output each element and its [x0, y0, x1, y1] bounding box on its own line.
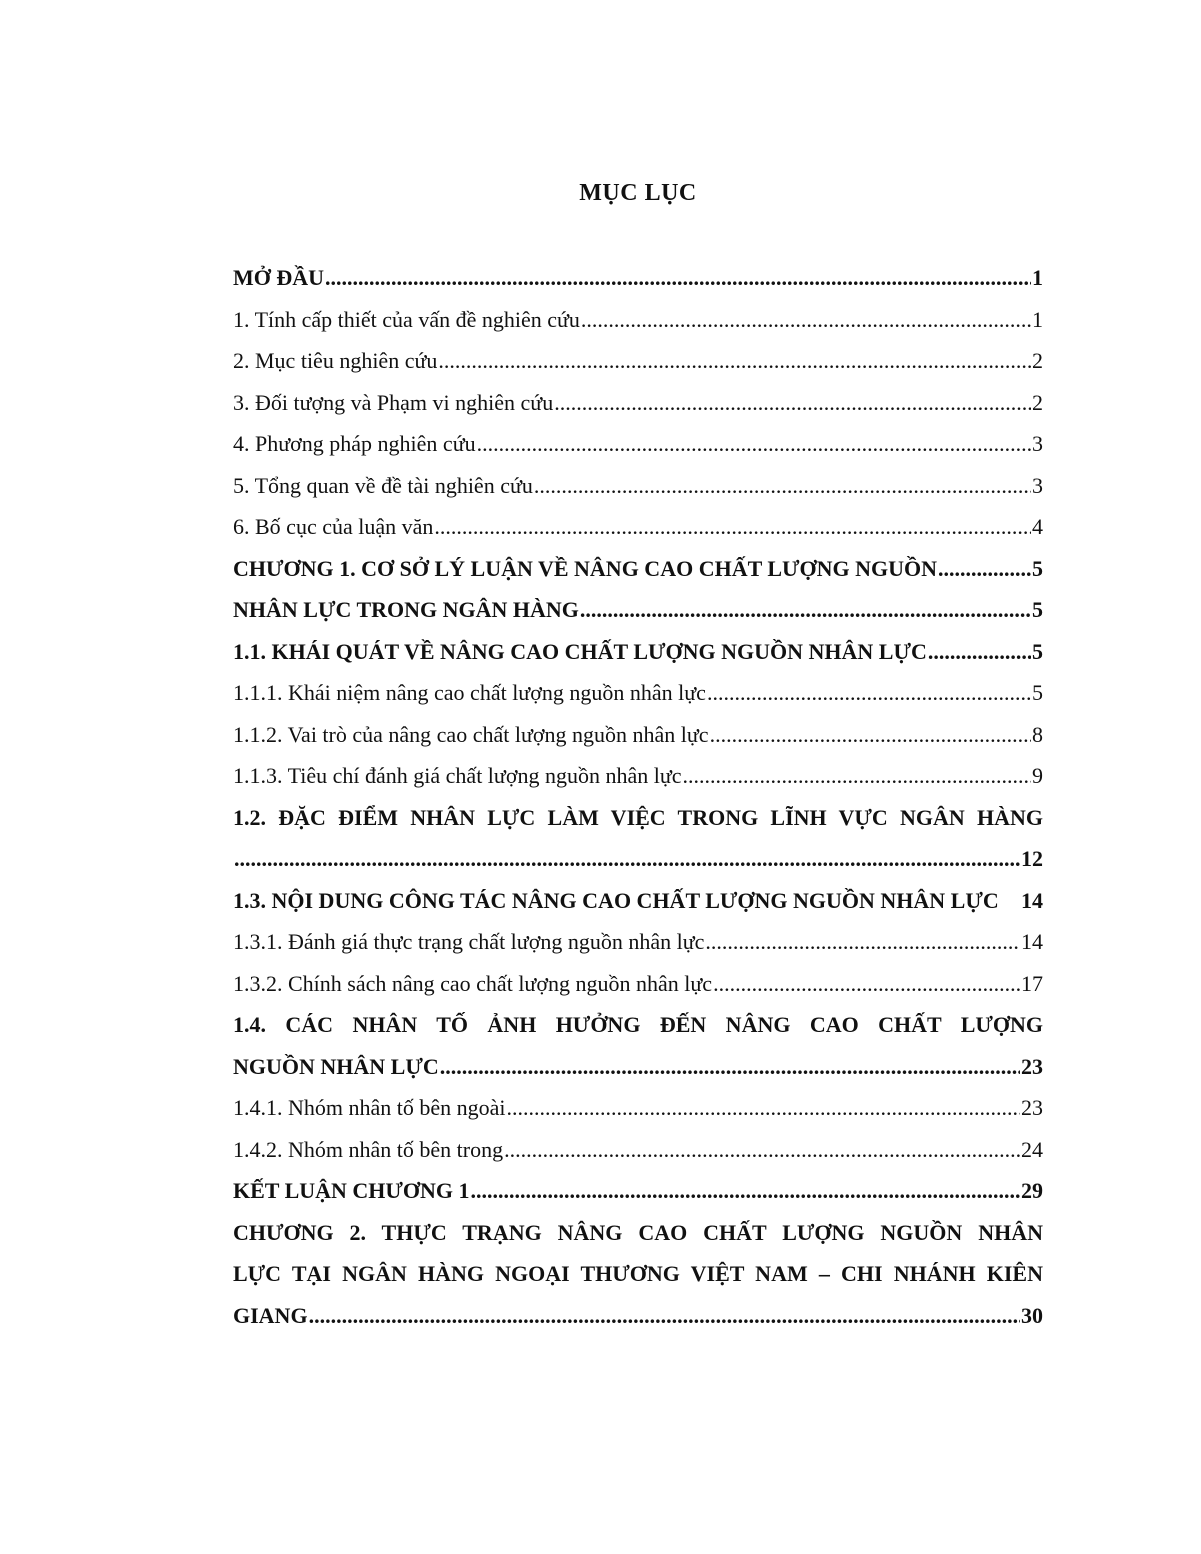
dot-leader	[710, 714, 1031, 756]
toc-page-number: 23	[1021, 1053, 1043, 1079]
toc-entry[interactable]	[233, 714, 1043, 756]
toc-page-number: 17	[1021, 970, 1043, 996]
toc-entry-title: 5. Tổng quan về đề tài nghiên cứu	[233, 472, 533, 498]
toc-page-number: 12	[1021, 846, 1043, 871]
toc-entry-title: 1.3.1. Đánh giá thực trạng chất lượng nguồn nhân lực	[233, 929, 705, 954]
dot-leader	[440, 1046, 1020, 1088]
toc-page-number: 5	[1032, 638, 1043, 664]
toc-entry-title: NGUỒN NHÂN LỰC	[233, 1053, 439, 1079]
toc-entry[interactable]	[233, 1004, 1043, 1046]
toc-entry-title: 1.4.1. Nhóm nhân tố bên ngoài	[233, 1095, 506, 1120]
toc-entry-title: 1.3.2. Chính sách nâng cao chất lượng nguồn nhân lực	[233, 970, 713, 996]
toc-page-number: 23	[1021, 1095, 1043, 1120]
toc-entry-title: GIANG	[233, 1302, 308, 1328]
toc-page-number: 8	[1032, 721, 1043, 747]
dot-leader	[581, 299, 1031, 341]
toc-entry[interactable]	[233, 465, 1043, 507]
toc-entry[interactable]	[233, 382, 1043, 424]
toc-entry[interactable]	[233, 1212, 1043, 1254]
toc-page-number: 24	[1021, 1136, 1043, 1162]
toc-page-number: 9	[1032, 763, 1043, 788]
dot-leader	[471, 1170, 1020, 1212]
dot-leader	[434, 506, 1031, 548]
toc-entry[interactable]	[233, 548, 1043, 590]
dot-leader	[705, 921, 1020, 963]
toc-entry[interactable]	[233, 1046, 1043, 1088]
toc-entry-title: 1.1.2. Vai trò của nâng cao chất lượng nguồn nhân lực	[233, 721, 709, 747]
toc-page-number: 2	[1032, 389, 1043, 415]
dot-leader	[580, 589, 1031, 631]
toc-page-number: 1	[1032, 306, 1043, 332]
dot-leader	[534, 465, 1031, 507]
toc-entry[interactable]	[233, 631, 1043, 673]
toc-entry[interactable]	[233, 880, 1043, 922]
toc-page-number: 3	[1032, 472, 1043, 498]
toc-entry[interactable]	[233, 963, 1043, 1005]
toc-entry-title: NHÂN LỰC TRONG NGÂN HÀNG	[233, 597, 579, 622]
toc-page-number: 1	[1032, 265, 1043, 290]
dot-leader	[234, 838, 1020, 880]
toc-page-number: 30	[1021, 1302, 1043, 1328]
toc-entry[interactable]	[233, 340, 1043, 382]
toc-page-number: 5	[1032, 597, 1043, 622]
toc-page-number: 5	[1032, 680, 1043, 705]
toc-entry-title: CHƯƠNG 1. CƠ SỞ LÝ LUẬN VỀ NÂNG CAO CHẤT LƯỢNG NGUỒN	[233, 555, 938, 581]
dot-leader	[309, 1295, 1020, 1337]
toc-page-number: 2	[1032, 348, 1043, 373]
toc-entry-title: 1.4. CÁC NHÂN TỐ ẢNH HƯỞNG ĐẾN NÂNG CAO CHẤT LƯỢNG	[233, 1012, 1043, 1037]
toc-entry-title: 1.3. NỘI DUNG CÔNG TÁC NÂNG CAO CHẤT LƯỢNG NGUỒN NHÂN LỰC	[233, 887, 999, 913]
toc-entry[interactable]	[233, 1129, 1043, 1171]
toc-page-number: 3	[1032, 431, 1043, 456]
toc-entry-title: CHƯƠNG 2. THỰC TRẠNG NÂNG CAO CHẤT LƯỢNG NGUỒN NHÂN	[233, 1219, 1043, 1245]
toc-entry-title: 1.4.2. Nhóm nhân tố bên trong	[233, 1136, 504, 1162]
toc-entry[interactable]	[233, 1087, 1043, 1129]
toc-entry[interactable]	[233, 423, 1043, 465]
page-title: MỤC LỤC	[579, 180, 697, 206]
toc-entry[interactable]	[233, 838, 1043, 880]
dot-leader	[554, 382, 1031, 424]
toc-entry[interactable]	[233, 672, 1043, 714]
toc-page-number: 5	[1032, 555, 1043, 581]
toc-entry-title: LỰC TẠI NGÂN HÀNG NGOẠI THƯƠNG VIỆT NAM – CHI NHÁNH KIÊN	[233, 1261, 1043, 1286]
toc-entry[interactable]	[233, 299, 1043, 341]
toc-page-number: 14	[1021, 929, 1043, 954]
toc-entry-title: 1.1.1. Khái niệm nâng cao chất lượng nguồn nhân lực	[233, 680, 706, 705]
dot-leader	[928, 631, 1031, 673]
toc-entry-title: 4. Phương pháp nghiên cứu	[233, 431, 476, 456]
dot-leader	[438, 340, 1031, 382]
table-of-contents	[233, 257, 1043, 1336]
toc-entry-title: 1.2. ĐẶC ĐIỂM NHÂN LỰC LÀM VIỆC TRONG LĨNH VỰC NGÂN HÀNG	[233, 804, 1043, 830]
toc-entry[interactable]	[233, 257, 1043, 299]
dot-leader	[325, 257, 1031, 299]
toc-entry-title: 1.1.3. Tiêu chí đánh giá chất lượng nguồn nhân lực	[233, 763, 682, 788]
toc-page-number: 29	[1021, 1178, 1043, 1203]
toc-page-number: 14	[1021, 887, 1043, 913]
toc-entry[interactable]	[233, 589, 1043, 631]
toc-entry[interactable]	[233, 1170, 1043, 1212]
dot-leader	[938, 548, 1031, 590]
dot-leader	[477, 423, 1031, 465]
dot-leader	[707, 672, 1031, 714]
toc-entry-title: 3. Đối tượng và Phạm vi nghiên cứu	[233, 389, 554, 415]
toc-entry[interactable]	[233, 1295, 1043, 1337]
dot-leader	[504, 1129, 1020, 1171]
dot-leader	[713, 963, 1020, 1005]
toc-entry-title: 2. Mục tiêu nghiên cứu	[233, 348, 438, 373]
toc-entry[interactable]	[233, 797, 1043, 839]
toc-entry[interactable]	[233, 1253, 1043, 1295]
toc-entry-title: 1.1. KHÁI QUÁT VỀ NÂNG CAO CHẤT LƯỢNG NGUỒN NHÂN LỰC	[233, 638, 927, 664]
toc-page-number: 4	[1032, 514, 1043, 539]
toc-entry[interactable]	[233, 755, 1043, 797]
toc-entry-title: MỞ ĐẦU	[233, 265, 325, 290]
dot-leader	[507, 1087, 1020, 1129]
toc-entry[interactable]	[233, 921, 1043, 963]
toc-entry-title: 1. Tính cấp thiết của vấn đề nghiên cứu	[233, 306, 580, 332]
toc-entry-title: 6. Bố cục của luận văn	[233, 514, 434, 539]
toc-entry[interactable]	[233, 506, 1043, 548]
dot-leader	[683, 755, 1031, 797]
toc-entry-title: KẾT LUẬN CHƯƠNG 1	[233, 1178, 470, 1203]
